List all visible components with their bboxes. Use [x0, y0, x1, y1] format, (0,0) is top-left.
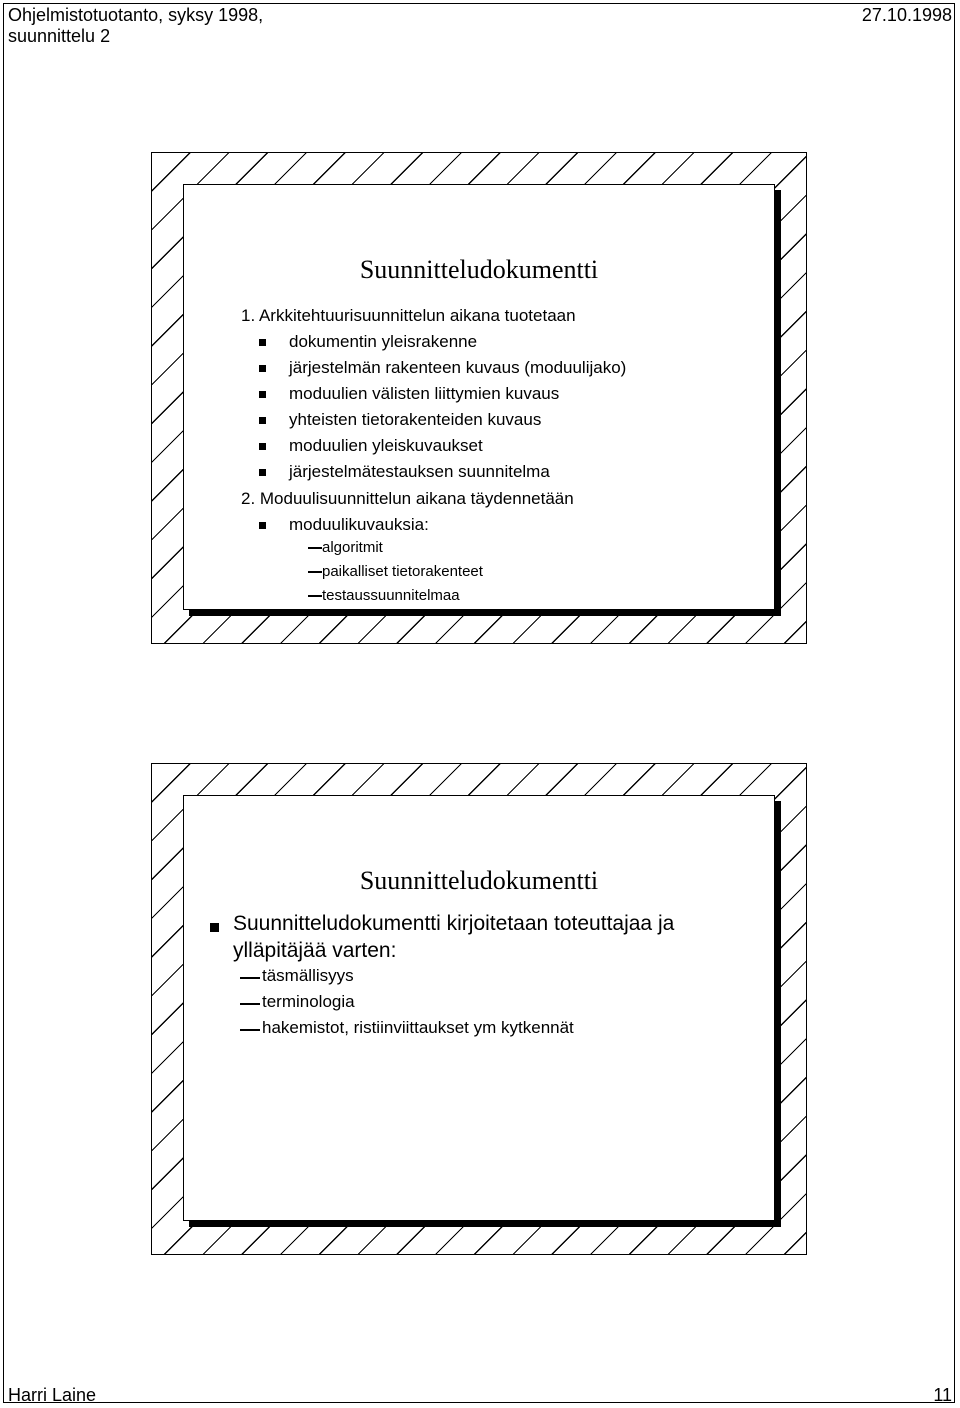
list-item: järjestelmän rakenteen kuvaus (moduulijako)	[289, 358, 627, 377]
numbered-item-1: 1. Arkkitehtuurisuunnittelun aikana tuotetaan	[241, 306, 576, 325]
sub-list-item: täsmällisyys	[262, 966, 354, 985]
slide-1-title: Suunnitteludokumentti	[359, 255, 599, 284]
list-item: Suunnitteludokumentti kirjoitetaan toteuttajaa ja	[233, 912, 675, 935]
slide-2	[151, 763, 807, 1255]
bullet-square-icon	[210, 923, 219, 932]
bullet-square-icon	[259, 365, 266, 372]
list-item: dokumentin yleisrakenne	[289, 332, 478, 351]
slide-1-card	[183, 184, 775, 610]
numbered-item-2: 2. Moduulisuunnittelun aikana täydennetään	[241, 489, 574, 508]
list-item: moduulikuvauksia:	[289, 515, 429, 534]
dash-icon	[308, 547, 322, 549]
list-item: järjestelmätestauksen suunnitelma	[289, 462, 550, 481]
slide-2-card	[183, 795, 775, 1221]
header-date: 27.10.1998	[861, 5, 952, 25]
bullet-square-icon	[259, 417, 266, 424]
header-course: Ohjelmistotuotanto, syksy 1998,	[8, 5, 264, 25]
dash-icon	[240, 1029, 260, 1031]
list-item: yhteisten tietorakenteiden kuvaus	[289, 410, 542, 429]
dash-icon	[240, 1003, 260, 1005]
bullet-square-icon	[259, 522, 266, 529]
bullet-square-icon	[259, 469, 266, 476]
bullet-square-icon	[259, 391, 266, 398]
footer-page-number: 11	[933, 1385, 952, 1405]
slide-2-title: Suunnitteludokumentti	[359, 866, 599, 895]
list-item: moduulien yleiskuvaukset	[289, 436, 483, 455]
dash-icon	[240, 977, 260, 979]
dash-icon	[308, 595, 322, 597]
list-item-continuation: ylläpitäjää varten:	[233, 939, 397, 962]
sub-list-item: terminologia	[262, 992, 355, 1011]
header-topic: suunnittelu 2	[8, 26, 111, 46]
footer-author: Harri Laine	[8, 1385, 97, 1405]
dash-icon	[308, 571, 322, 573]
sub-list-item: algoritmit	[322, 539, 383, 556]
sub-list-item: paikalliset tietorakenteet	[322, 563, 483, 580]
list-item: moduulien välisten liittymien kuvaus	[289, 384, 560, 403]
slide-1	[151, 152, 807, 644]
sub-list-item: hakemistot, ristiinviittaukset ym kytkennät	[262, 1018, 574, 1037]
bullet-square-icon	[259, 339, 266, 346]
sub-list-item: testaussuunnitelmaa	[322, 587, 460, 604]
bullet-square-icon	[259, 443, 266, 450]
